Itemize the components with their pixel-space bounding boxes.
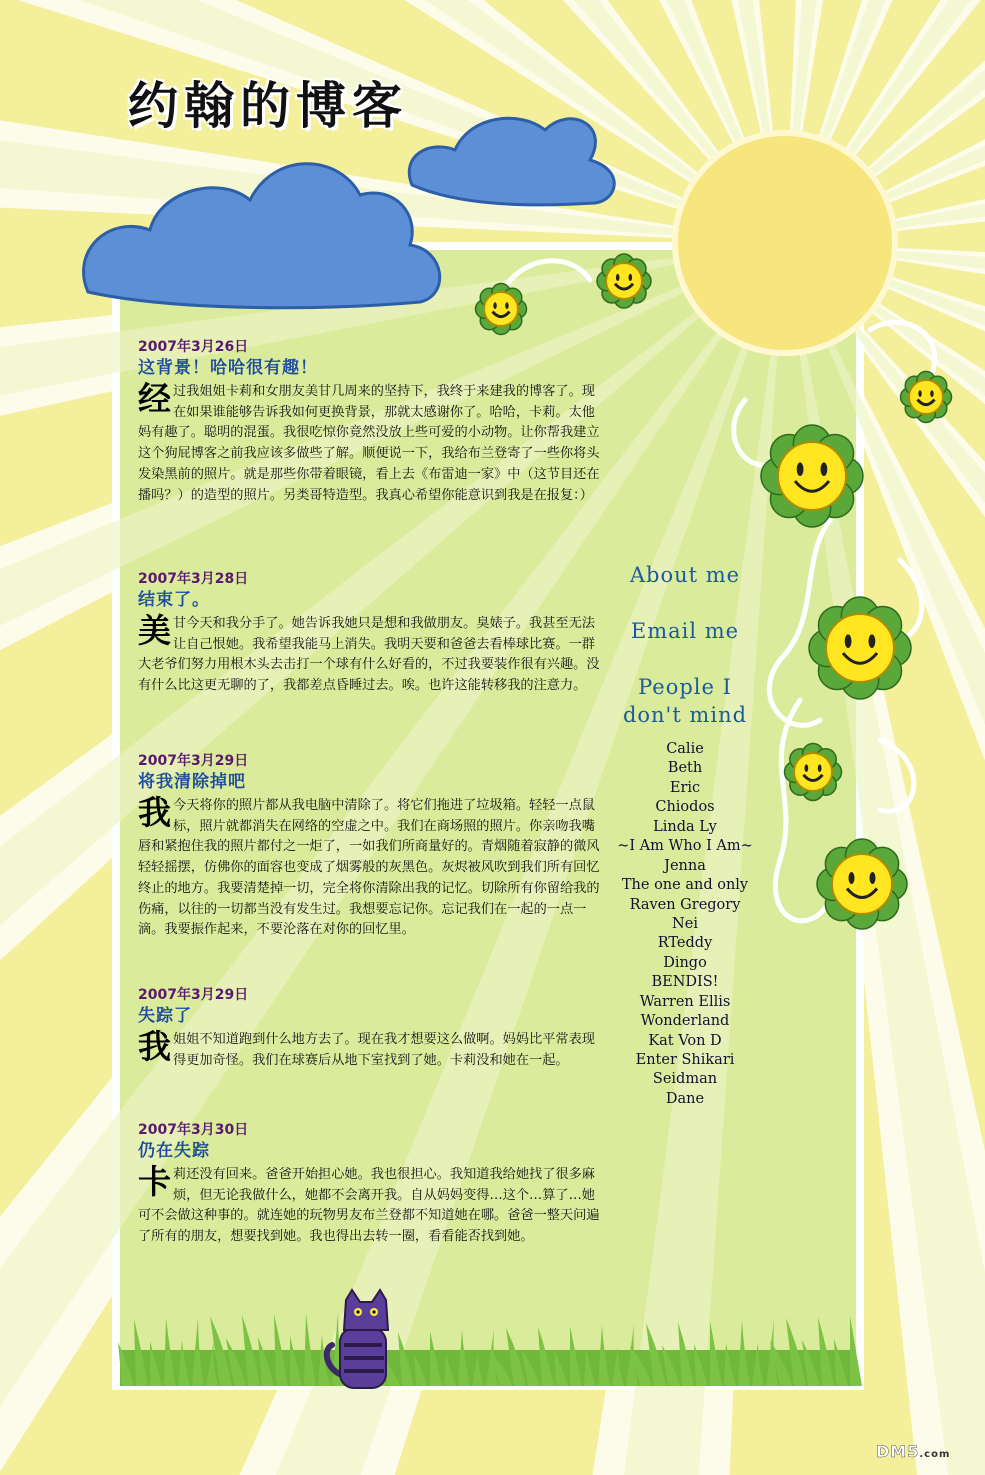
blog-post: [138, 752, 608, 941]
smiley-flower-icon: [476, 284, 527, 335]
people-heading-line1: People I: [638, 675, 732, 699]
email-me-link[interactable]: Email me: [630, 619, 740, 643]
people-link[interactable]: Calie: [666, 741, 704, 757]
watermark-suffix: .com: [919, 1449, 951, 1460]
people-link[interactable]: BENDIS!: [651, 974, 719, 991]
people-link[interactable]: Warren Ellis: [639, 993, 731, 1010]
people-list: [585, 740, 785, 1109]
blog-post: [138, 338, 608, 506]
post-initial: 我: [138, 793, 171, 832]
post-initial: 经: [138, 379, 171, 418]
people-link[interactable]: ~I Am Who I Am~: [617, 838, 753, 855]
post-date: 2007年3月28日: [138, 571, 249, 587]
smiley-flower-icon: [809, 597, 911, 699]
smiley-flower-icon: [597, 254, 651, 308]
post-body: [138, 1162, 608, 1248]
post-body: [138, 1027, 608, 1071]
post-initial: 我: [138, 1027, 171, 1066]
people-link[interactable]: RTeddy: [657, 935, 713, 952]
people-heading-line2: don't mind: [622, 703, 748, 727]
people-link[interactable]: Dingo: [663, 954, 707, 971]
post-text: 过我姐姐卡莉和女朋友美甘几周来的坚持下，我终于来建我的博客了。现在如果谁能够告诉我如何更换背景，那就太感谢你了。哈哈，卡莉。太他妈有趣了。聪明的混蛋。我很吃惊你竟然没放上些可爱的小动物。让你帮我建立这个狗屁博客之前我应该多做些了解。顺便说一下，我给布兰登寄了一些你将头发染黑前的照片。就是那些你带着眼镜，看上去《布雷迪一家》中（这节目还在播吗？）的造型的照片。另类哥特造型。我真心希望你能意识到我是在报复：）: [138, 384, 600, 503]
smiley-flower-icon: [761, 425, 863, 527]
post-initial: 卡: [138, 1162, 171, 1201]
post-text: 莉还没有回来。爸爸开始担心她。我也很担心。我知道我给她找了很多麻烦，但无论我做什么，她都不会离开我。自从妈妈变得…这个…算了…她可不会做这种事的。就连她的玩物男友布兰登都不知道她在哪。爸爸一整天问遍了所有的朋友，想要找到她。我也得出去转一圈，看看能否找到她。: [138, 1167, 600, 1245]
post-date: 2007年3月29日: [138, 753, 249, 769]
blog-post: [138, 1121, 608, 1248]
post-body: [138, 611, 608, 697]
post-title[interactable]: 结束了。: [138, 590, 210, 610]
people-link[interactable]: Raven Gregory: [629, 896, 741, 913]
people-link[interactable]: Enter Shikari: [635, 1052, 735, 1068]
post-title[interactable]: 这背景！哈哈很有趣！: [138, 358, 318, 378]
sun-icon: [675, 133, 895, 353]
people-link[interactable]: Jenna: [664, 857, 706, 874]
blog-post: [138, 986, 608, 1071]
blog-post: [138, 570, 608, 697]
people-link[interactable]: Kat Von D: [648, 1032, 722, 1049]
blog-title: 约翰的博客: [128, 77, 408, 135]
watermark-text: DM5: [876, 1442, 920, 1461]
people-link[interactable]: Beth: [667, 760, 703, 777]
post-initial: 美: [138, 611, 171, 650]
post-body: [138, 793, 608, 941]
people-link[interactable]: Linda Ly: [653, 818, 717, 835]
post-date: 2007年3月30日: [138, 1122, 249, 1138]
post-text: 姐姐不知道跑到什么地方去了。现在我才想要这么做啊。妈妈比平常表现得更加奇怪。我们在球赛后从地下室找到了她。卡莉没和她在一起。: [173, 1032, 595, 1068]
post-text: 今天将你的照片都从我电脑中清除了。将它们拖进了垃圾箱。轻轻一点鼠标，照片就都消失在网络的空虚之中。我们在商场照的照片。你亲吻我嘴唇和紧抱住我的照片都付之一炬了，一如我们所商量好的。青烟随着寂静的微风轻轻摇摆，仿佛你的面容也变成了烟雾般的灰黑色。灰烬被风吹到我们所有回忆终止的地方。我要清楚掉一切，完全将你清除出我的记忆。切除所有你留给我的伤痛，以往的一切都当没有发生过。我想要忘记你。忘记我们在一起的一点一滴。我要振作起来，不要沦落在对你的回忆里。: [138, 798, 600, 938]
post-body: [138, 379, 608, 506]
people-link[interactable]: Eric: [669, 779, 701, 796]
about-me-link[interactable]: About me: [629, 563, 741, 587]
people-link[interactable]: The one and only: [621, 877, 749, 894]
people-link[interactable]: Chiodos: [655, 799, 715, 816]
people-link[interactable]: Wonderland: [640, 1013, 730, 1030]
people-link[interactable]: Nei: [672, 915, 698, 932]
post-title[interactable]: 失踪了: [138, 1006, 192, 1026]
people-link[interactable]: Dane: [665, 1090, 705, 1107]
post-text: 甘今天和我分手了。她告诉我她只是想和我做朋友。臭婊子。我甚至无法让自己恨她。我希望我能马上消失。我明天要和爸爸去看棒球比赛。一群大老爷们努力用根木头去击打一个球有什么好看的，不过我要装作很有兴趣。没有什么比这更无聊的了，我都差点昏睡过去。唉。也许这能转移我的注意力。: [138, 616, 600, 694]
post-title[interactable]: 将我清除掉吧: [138, 772, 246, 792]
post-date: 2007年3月29日: [138, 987, 249, 1003]
smiley-flower-icon: [901, 372, 952, 423]
smiley-flower-icon: [785, 744, 842, 801]
people-link[interactable]: Seidman: [652, 1071, 718, 1088]
post-date: 2007年3月26日: [138, 339, 249, 355]
post-title[interactable]: 仍在失踪: [138, 1141, 210, 1161]
smiley-flower-icon: [817, 839, 907, 929]
watermark-logo: [876, 1442, 950, 1461]
